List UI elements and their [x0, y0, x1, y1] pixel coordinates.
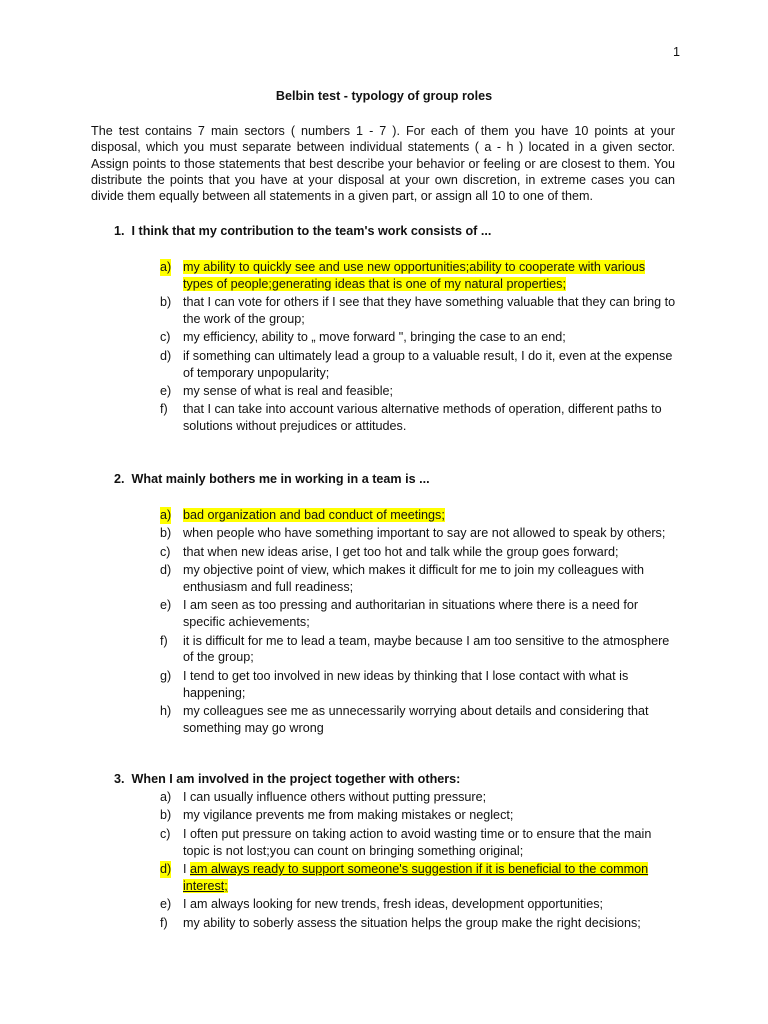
- section-heading-text: What mainly bothers me in working in a team is ...: [131, 472, 430, 486]
- list-item: [0, 294, 768, 328]
- item-letter: h): [160, 703, 172, 718]
- item-text: my ability to soberly assess the situation helps the group make the right decisions;: [183, 915, 641, 930]
- item-letter: e): [160, 897, 172, 912]
- item-letter: a): [160, 790, 172, 804]
- section-number: 3.: [114, 772, 125, 786]
- list-item: [0, 703, 768, 737]
- item-text: if something can ultimately lead a group to a valuable result, I do it, even at the expense of temporary unpopularity;: [183, 348, 673, 380]
- item-letter: e): [160, 383, 172, 398]
- item-text: I often put pressure on taking action to avoid wasting time or to ensure that the main topic is not lost;you can count on bringing something original;: [183, 826, 652, 858]
- item-letter: b): [160, 526, 172, 541]
- list-item: [0, 507, 768, 524]
- list-item: [0, 789, 768, 806]
- item-letter: c): [160, 826, 171, 841]
- item-letter: g): [160, 668, 172, 683]
- item-letter: d): [160, 348, 172, 363]
- section-3-heading: [114, 771, 460, 788]
- item-text: my colleagues see me as unnecessarily worrying about details and considering that something may go wrong: [183, 703, 649, 735]
- section-2-heading: [114, 471, 430, 488]
- item-letter: b): [160, 295, 172, 310]
- list-item: [0, 915, 768, 932]
- item-text: my efficiency, ability to „ move forward ", bringing the case to an end;: [183, 330, 566, 345]
- list-item: [0, 807, 768, 824]
- list-item: [0, 329, 768, 346]
- section-heading-text: I think that my contribution to the team's work consists of ...: [131, 224, 492, 238]
- item-letter: f): [160, 633, 168, 648]
- item-text: I tend to get too involved in new ideas by thinking that I lose contact with what is happening;: [183, 668, 629, 700]
- list-item: [0, 401, 768, 435]
- section-2-list: [0, 507, 768, 738]
- item-text: I am always looking for new trends, fresh ideas, development opportunities;: [183, 897, 604, 912]
- list-item: [0, 383, 768, 400]
- item-letter: e): [160, 598, 172, 613]
- item-text: my objective point of view, which makes it difficult for me to join my colleagues with enthusiasm and full readiness;: [183, 563, 645, 594]
- list-item: [0, 633, 768, 667]
- item-text: my ability to quickly see and use new opportunities;ability to cooperate with various types of people;generating ideas that is one of my natural properties;: [183, 260, 646, 291]
- section-1-list: [0, 259, 768, 437]
- item-text: when people who have something important to say are not allowed to speak by others;: [183, 526, 666, 541]
- section-heading-text: When I am involved in the project together with others:: [131, 772, 461, 786]
- section-3-list: [0, 789, 768, 933]
- list-item: [0, 826, 768, 860]
- item-text: it is difficult for me to lead a team, maybe because I am too sensitive to the atmosphere of the group;: [183, 633, 670, 665]
- item-letter: f): [160, 915, 168, 930]
- item-text: that when new ideas arise, I get too hot and talk while the group goes forward;: [183, 544, 619, 559]
- page-number: 1: [672, 45, 680, 59]
- list-item: [0, 861, 768, 895]
- item-text: that I can vote for others if I see that they have something valuable that they can bring to the work of the group;: [183, 295, 676, 326]
- section-number: 2.: [114, 472, 125, 486]
- list-item: [0, 668, 768, 702]
- item-text: I can usually influence others without putting pressure;: [183, 790, 487, 804]
- section-number: 1.: [114, 224, 125, 238]
- item-text: my vigilance prevents me from making mistakes or neglect;: [183, 808, 514, 823]
- document-title: Belbin test - typology of group roles: [275, 89, 493, 103]
- item-text-prefix: I: [183, 861, 190, 876]
- item-letter: a): [160, 260, 172, 274]
- item-letter: a): [160, 508, 172, 522]
- item-letter: d): [160, 563, 172, 578]
- item-letter: d): [160, 861, 172, 876]
- list-item: [0, 562, 768, 596]
- item-letter: c): [160, 330, 171, 345]
- section-1-heading: [114, 223, 491, 240]
- item-text: that I can take into account various alternative methods of operation, different paths to solutions without prejudices or attitudes.: [183, 402, 662, 434]
- list-item: [0, 597, 768, 631]
- item-letter: b): [160, 808, 172, 823]
- item-text: I am seen as too pressing and authoritarian in situations where there is a need for specific achievements;: [183, 598, 639, 630]
- list-item: [0, 259, 768, 293]
- list-item: [0, 348, 768, 382]
- item-text: bad organization and bad conduct of meetings;: [183, 508, 445, 522]
- item-letter: c): [160, 544, 171, 559]
- list-item: [0, 544, 768, 561]
- item-text: my sense of what is real and feasible;: [183, 383, 394, 398]
- intro-paragraph: The test contains 7 main sectors ( numbers 1 - 7 ). For each of them you have 10 points at your disposal, which you must separate between individual statements ( a - h ) located in a given sector. Assign points to those statements that best describe your behavior or feeling or are closest to them. You distribute the points that you have at your disposal at your own discretion, in extreme cases you can divide them equally between all statements in a given part, or assign all 10 to one of them.: [91, 124, 675, 204]
- list-item: [0, 896, 768, 913]
- list-item: [0, 525, 768, 542]
- item-letter: f): [160, 402, 168, 417]
- item-text: am always ready to support someone's suggestion if it is beneficial to the common interest;: [183, 861, 649, 893]
